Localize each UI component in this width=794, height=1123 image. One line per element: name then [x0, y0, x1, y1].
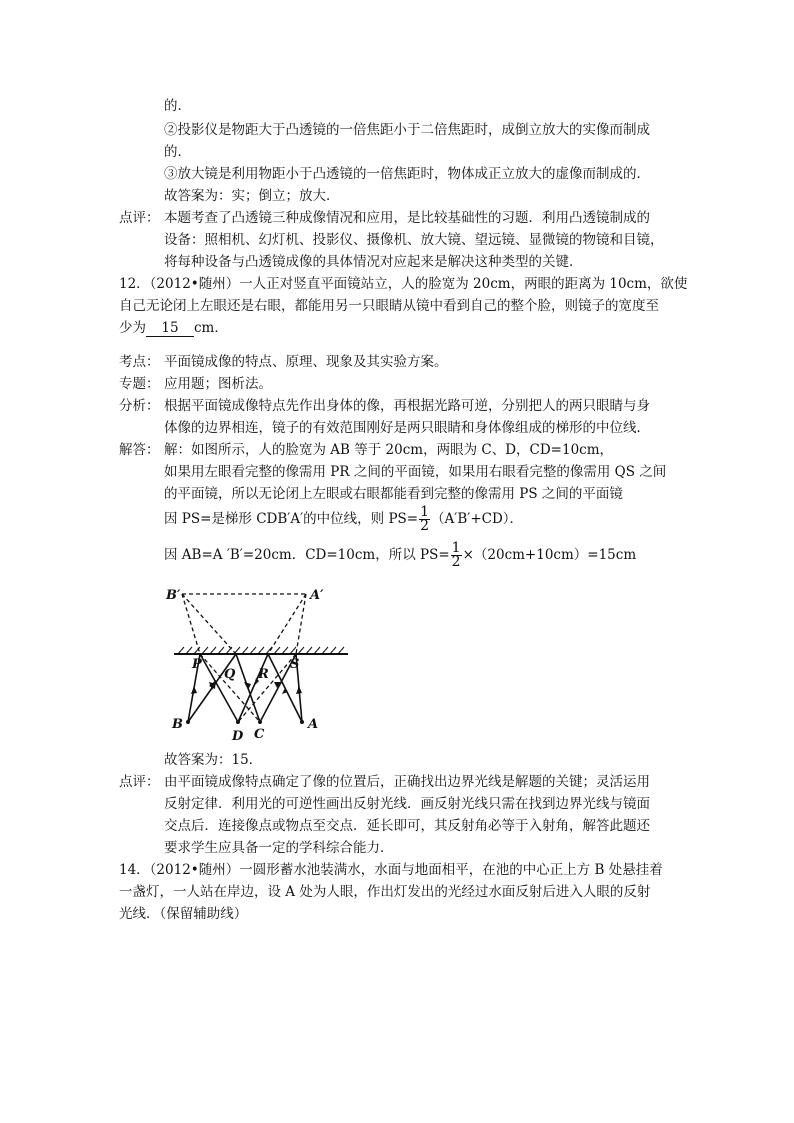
- text-line: 的．: [164, 144, 191, 160]
- label-c: C: [254, 727, 265, 742]
- text-line: 体像的边界相连，镜子的有效范围刚好是两只眼睛和身体像组成的梯形的中位线．: [164, 420, 650, 436]
- text-line: 要求学生应具备一定的学科综合能力．: [164, 840, 394, 856]
- fraction: [419, 506, 430, 533]
- fenxi-tag: 分析：: [119, 398, 160, 414]
- answer-line: 故答案为：实；倒立；放大．: [164, 188, 340, 204]
- question-line: 自己无论闭上左眼还是右眼，都能用另一只眼睛从镜中看到自己的整个脸，则镜子的宽度至: [119, 298, 659, 314]
- kaodian-tag: 考点：: [119, 354, 160, 370]
- label-p: P: [192, 657, 202, 672]
- real-rays: [188, 654, 302, 722]
- text-line: 根据平面镜成像特点先作出身体的像，再根据光路可逆，分别把人的两只眼睛与身: [164, 398, 650, 414]
- formula-text: ×（20cm+10cm）=15cm: [462, 547, 637, 563]
- kaodian-text: 平面镜成像的特点、原理、现象及其实验方案。: [164, 354, 448, 370]
- points: [186, 720, 304, 724]
- formula-line: [164, 506, 523, 533]
- text-line: 将每种设备与凸透镜成像的具体情况对应起来是解决这种类型的关键．: [164, 254, 583, 270]
- question-line: 光线．（保留辅助线）: [119, 906, 248, 922]
- fraction-numerator: 1: [451, 540, 461, 556]
- text-line: 如果用左眼看完整的像需用 PR 之间的平面镜，如果用右眼看完整的像需用 QS 之间: [164, 464, 667, 480]
- label-d: D: [232, 729, 244, 744]
- text-line: ②投影仪是物距大于凸透镜的一倍焦距小于二倍焦距时，成倒立放大的实像而制成: [164, 122, 650, 138]
- question-line: 14．（2012•随州）一圆形蓄水池装满水，水面与地面相平，在池的中心正上方 B 处悬挂着: [119, 862, 663, 878]
- text-line: 的．: [164, 98, 191, 114]
- label-r: R: [258, 667, 269, 682]
- question-line: 12．（2012•随州）一人正对竖直平面镜站立，人的脸宽为 20cm，两眼的距离为 10cm，欲使: [119, 276, 688, 292]
- formula-line: [164, 542, 636, 569]
- fraction-numerator: 1: [420, 504, 430, 520]
- label-q: Q: [224, 667, 236, 682]
- fraction: [451, 542, 462, 569]
- text-line: 交点后．连接像点或物点至交点．延长即可，其反射角必等于入射角，解答此题还: [164, 818, 650, 834]
- fraction-denominator: 2: [451, 554, 461, 570]
- text-line: 本题考查了凸透镜三种成像情况和应用，是比较基础性的习题．利用凸透镜制成的: [164, 210, 650, 226]
- text-line: 解：如图所示，人的脸宽为 AB 等于 20cm，两眼为 C、D，CD=10cm，: [164, 442, 614, 458]
- answer-line: 故答案为：15．: [164, 752, 263, 768]
- comment-tag: 点评：: [119, 210, 160, 226]
- label-b: B: [172, 717, 183, 732]
- formula-text: 因 AB=A ′B′=20cm．CD=10cm，所以 PS=: [164, 547, 450, 563]
- fraction-denominator: 2: [420, 518, 430, 534]
- label-a-prime: A′: [310, 588, 324, 603]
- formula-text: 因 PS=是梯形 CDB′A′的中位线，则 PS=: [164, 511, 419, 527]
- text-line: 反射定律．利用光的可逆性画出反射光线．画反射光线只需在找到边界光线与镜面: [164, 796, 650, 812]
- formula-text: （A′B′+CD）．: [431, 511, 524, 527]
- text-line: ③放大镜是利用物距小于凸透镜的一倍焦距时，物体成正立放大的虚像而制成的．: [164, 166, 650, 182]
- jieda-tag: 解答：: [119, 442, 160, 458]
- mirror-hatch: [178, 647, 344, 654]
- label-b-prime: B′: [166, 588, 181, 603]
- question-text: 少为: [119, 320, 146, 336]
- question-text: cm．: [194, 320, 228, 336]
- text-line: 的平面镜，所以无论闭上左眼或右眼都能看到完整的像需用 PS 之间的平面镜: [164, 486, 623, 502]
- zhuanti-text: 应用题；图析法。: [164, 376, 272, 392]
- question-line: 一盏灯，一人站在岸边，设 A 处为人眼，作出灯发出的光经过水面反射后进入人眼的反射: [119, 884, 651, 900]
- comment-tag: 点评：: [119, 774, 160, 790]
- text-line: 设备：照相机、幻灯机、投影仪、摄像机、放大镜、望远镜、显微镜的物镜和目镜，: [164, 232, 664, 248]
- question-line: [119, 318, 228, 338]
- text-line: 由平面镜成像特点确定了像的位置后，正确找出边界光线是解题的关键；灵活运用: [164, 774, 650, 790]
- label-s: S: [290, 657, 300, 672]
- label-a: A: [308, 717, 319, 732]
- mirror-diagram: [160, 586, 360, 746]
- zhuanti-tag: 专题：: [119, 376, 160, 392]
- arrowheads: [191, 678, 302, 694]
- answer-blank: 15: [146, 320, 194, 337]
